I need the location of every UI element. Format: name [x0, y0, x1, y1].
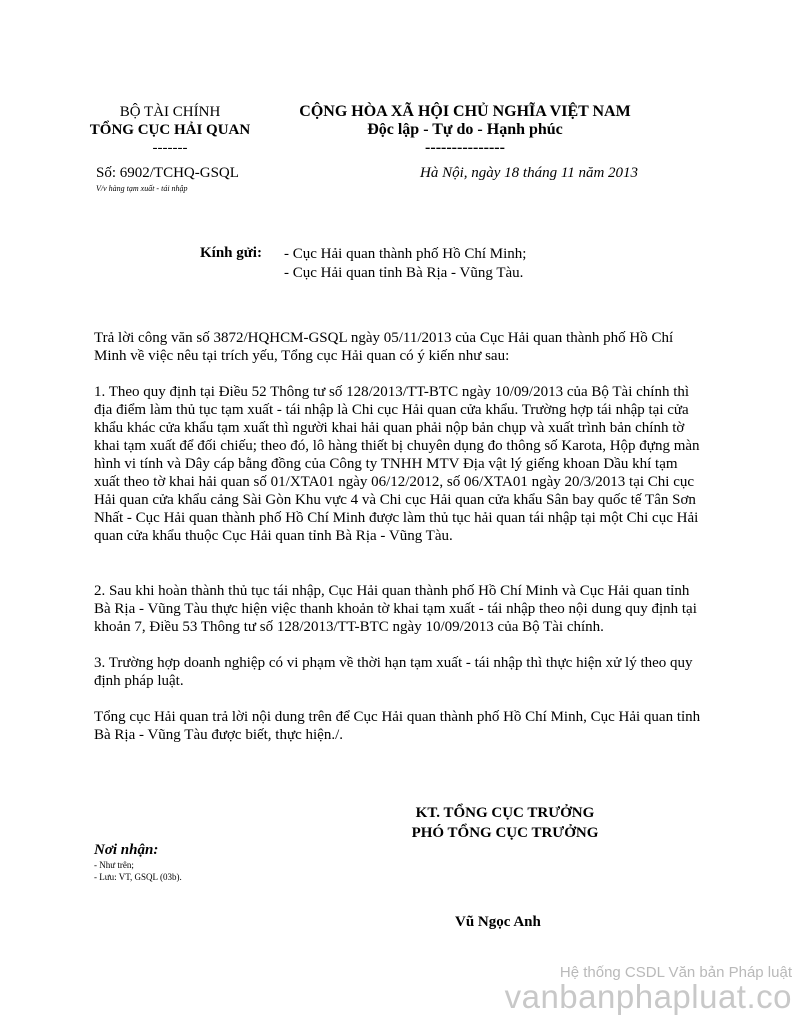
addressee-item: - Cục Hải quan tỉnh Bà Rịa - Vũng Tàu. [284, 265, 524, 281]
date-line: Hà Nội, ngày 18 tháng 11 năm 2013 [420, 165, 639, 181]
signature-title-line2: PHÓ TỔNG CỤC TRƯỞNG [411, 825, 599, 841]
addressee-label: Kính gửi: [200, 245, 262, 261]
document-subject: V/v hàng tạm xuất - tái nhập [96, 184, 188, 193]
department-name: TỔNG CỤC HẢI QUAN [89, 122, 251, 138]
body-paragraph-closing: Tổng cục Hải quan trả lời nội dung trên để Cục Hải quan thành phố Hồ Chí Minh, Cục Hải quan tỉnh Bà Rịa - Vũng Tàu được biết, thực hiện./. [94, 709, 701, 743]
recipient-item: - Lưu: VT, GSQL (03b). [94, 872, 182, 882]
motto: Độc lập - Tự do - Hạnh phúc [367, 121, 563, 138]
recipients-title: Nơi nhận: [94, 842, 159, 858]
national-header [260, 103, 670, 157]
motto-rule: --------------- [425, 139, 505, 156]
issuing-organization [70, 103, 270, 157]
organization-rule: ------- [152, 140, 188, 156]
signature-title [380, 803, 630, 843]
watermark-caption: Hệ thống CSDL Văn bản Pháp luật [559, 964, 792, 981]
body-paragraph-3: 3. Trường hợp doanh nghiệp có vi phạm về thời hạn tạm xuất - tái nhập thì thực hiện xử lý theo quy định pháp luật. [94, 655, 693, 689]
document-number: Số: 6902/TCHQ-GSQL [96, 165, 239, 181]
addressee-item: - Cục Hải quan thành phố Hồ Chí Minh; [284, 246, 527, 262]
addressee-list [284, 245, 526, 283]
signer-name: Vũ Ngọc Anh [455, 914, 541, 930]
recipients-list [94, 859, 182, 883]
recipient-item: - Như trên; [94, 860, 134, 870]
body-paragraph-intro: Trả lời công văn số 3872/HQHCM-GSQL ngày 05/11/2013 của Cục Hải quan thành phố Hồ Chí Minh về việc nêu tại trích yếu, Tổng cục Hải quan có ý kiến như sau: [94, 330, 674, 364]
nation-name: CỘNG HÒA XÃ HỘI CHỦ NGHĨA VIỆT NAM [299, 103, 631, 120]
signature-title-line1: KT. TỔNG CỤC TRƯỞNG [415, 805, 595, 821]
body-paragraph-2: 2. Sau khi hoàn thành thủ tục tái nhập, Cục Hải quan thành phố Hồ Chí Minh và Cục Hải quan tỉnh Bà Rịa - Vũng Tàu thực hiện việc thanh khoản tờ khai tạm xuất - tái nhập theo nội dung quy định tại khoản 7, Điều 53 Thông tư số 128/2013/TT-BTC ngày 10/09/2013 của Bộ Tài chính. [94, 583, 697, 635]
ministry-name: BỘ TÀI CHÍNH [119, 104, 221, 120]
body-paragraph-1: 1. Theo quy định tại Điều 52 Thông tư số 128/2013/TT-BTC ngày 10/09/2013 của Bộ Tài chính thì địa điểm làm thủ tục tạm xuất - tái nhập là Chi cục Hải quan cửa khẩu. Trường hợp tái nhập tại cửa khẩu khác cửa khẩu tạm xuất thì người khai hải quan phải nộp bản chụp và xuất trình bản chính tờ khai tạm xuất để đối chiếu; theo đó, lô hàng thiết bị chuyên dụng đo thông số Karota, Hộp đựng màn hình vi tính và Dây cáp bằng đồng của Công ty TNHH MTV Địa vật lý giếng khoan Dầu khí tạm xuất theo tờ khai hải quan số 01/XTA01 ngày 06/12/2012, số 06/XTA01 ngày 20/3/2013 tại Chi cục Hải quan cửa khẩu cảng Sài Gòn Khu vực 4 và Chi cục Hải quan cửa khẩu Sân bay quốc tế Tân Sơn Nhất - Cục Hải quan thành phố Hồ Chí Minh được làm thủ tục hải quan tái nhập tại một Chi cục Hải quan cửa khẩu thuộc Cục Hải quan tỉnh Bà Rịa - Vũng Tàu. [94, 384, 700, 544]
watermark-site: vanbanphapluat.co [504, 978, 792, 1015]
